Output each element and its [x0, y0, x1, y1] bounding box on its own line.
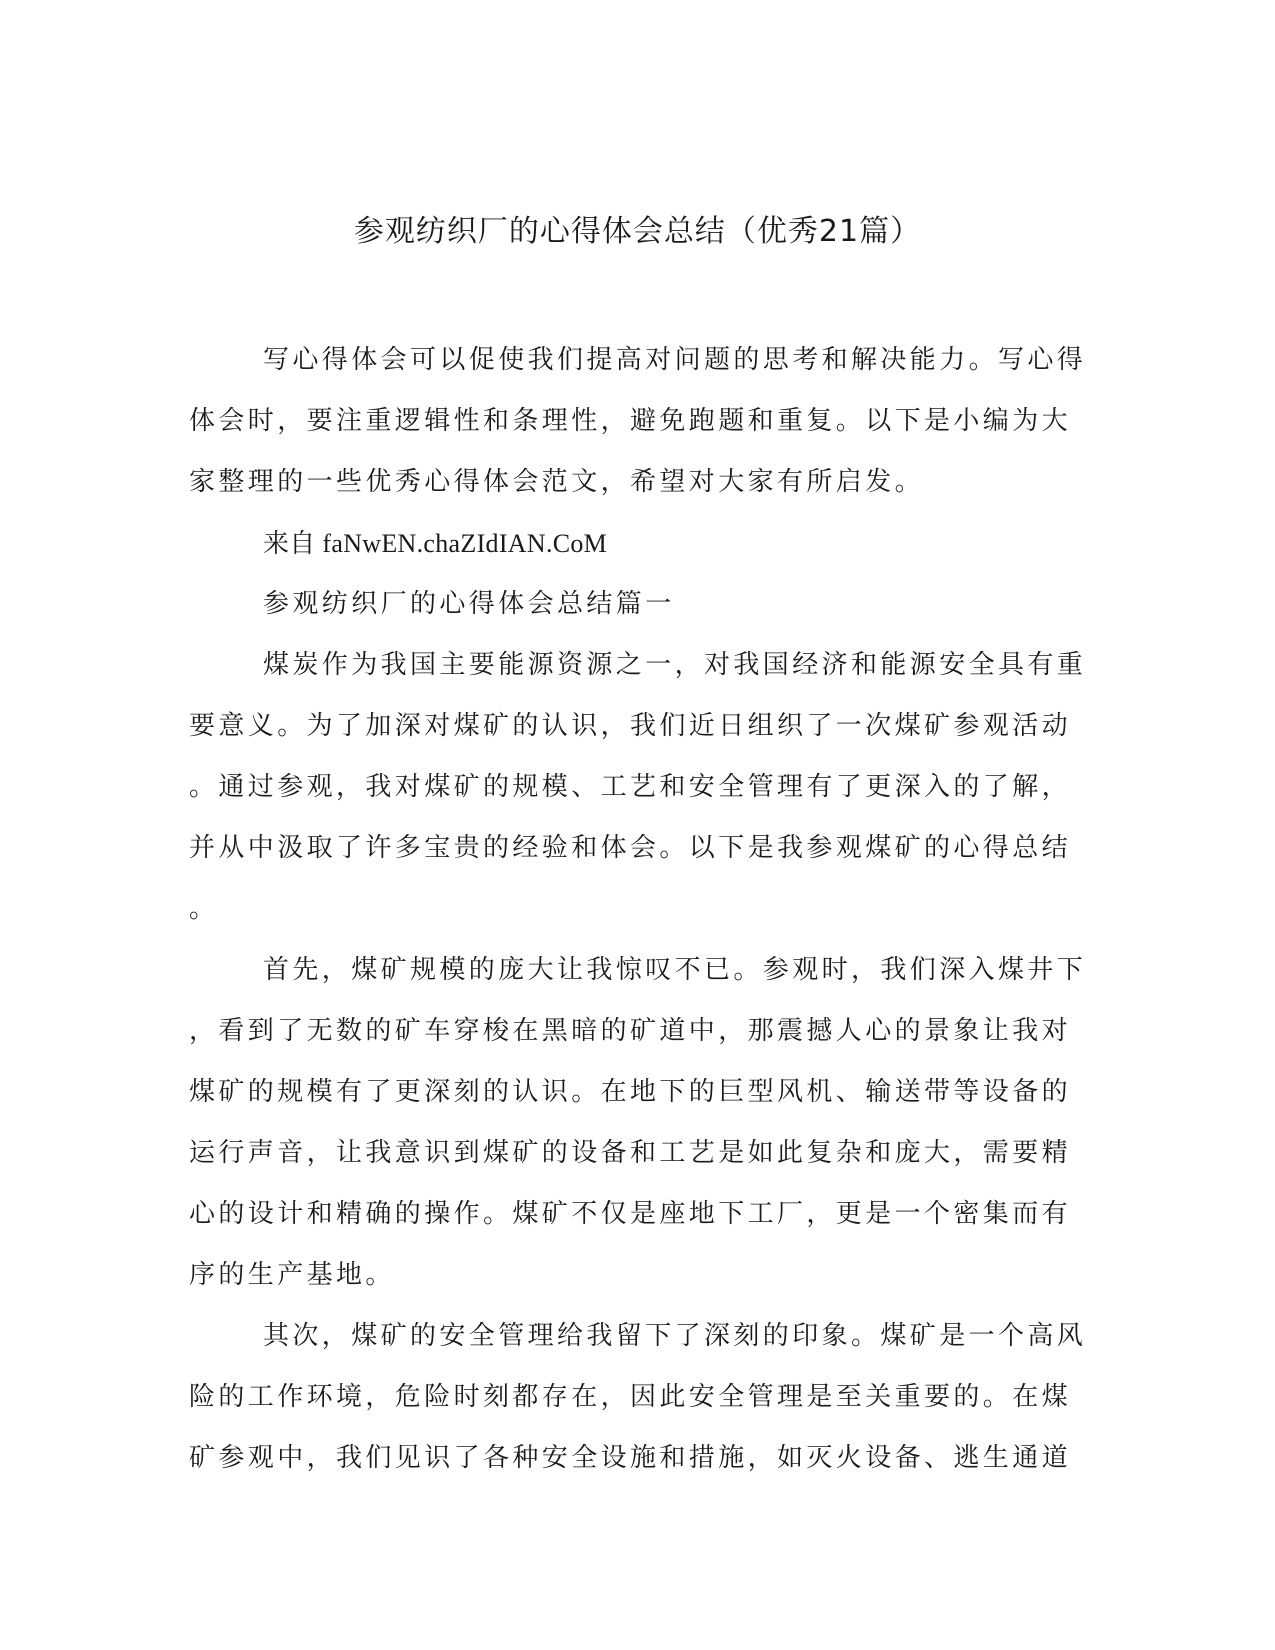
document-title: 参观纺织厂的心得体会总结（优秀21篇）: [353, 214, 922, 249]
paragraph-line: 心的设计和精确的操作。煤矿不仅是座地下工厂，更是一个密集而有: [189, 1199, 1072, 1229]
paragraph-line: 首先，煤矿规模的庞大让我惊叹不已。参观时，我们深入煤井下: [263, 955, 1087, 985]
section-heading: 参观纺织厂的心得体会总结篇一: [263, 589, 675, 619]
paragraph-line: 煤炭作为我国主要能源资源之一，对我国经济和能源安全具有重: [263, 650, 1087, 680]
paragraph-line: 并从中汲取了许多宝贵的经验和体会。以下是我参观煤矿的心得总结: [189, 833, 1072, 863]
paragraph-line: 险的工作环境，危险时刻都存在，因此安全管理是至关重要的。在煤: [189, 1382, 1072, 1412]
paragraph-line: 序的生产基地。: [189, 1260, 395, 1290]
paragraph-line: 其次，煤矿的安全管理给我留下了深刻的印象。煤矿是一个高风: [263, 1321, 1087, 1351]
paragraph-line: 。通过参观，我对煤矿的规模、工艺和安全管理有了更深入的了解，: [189, 772, 1072, 802]
paragraph-line: 运行声音，让我意识到煤矿的设备和工艺是如此复杂和庞大，需要精: [189, 1138, 1072, 1168]
paragraph-line: ，看到了无数的矿车穿梭在黑暗的矿道中，那震撼人心的景象让我对: [189, 1016, 1072, 1046]
paragraph-line: 矿参观中，我们见识了各种安全设施和措施，如灭火设备、逃生通道: [189, 1443, 1072, 1473]
paragraph-line: 写心得体会可以促使我们提高对问题的思考和解决能力。写心得: [263, 345, 1087, 375]
paragraph-line: 煤矿的规模有了更深刻的认识。在地下的巨型风机、输送带等设备的: [189, 1077, 1072, 1107]
paragraph-line: 要意义。为了加深对煤矿的认识，我们近日组织了一次煤矿参观活动: [189, 711, 1072, 741]
document-body: [189, 330, 1089, 1489]
source-line: 来自 faNwEN.chaZIdIAN.CoM: [263, 529, 608, 558]
paragraph-line: 。: [189, 894, 219, 924]
paragraph-line: 体会时，要注重逻辑性和条理性，避免跑题和重复。以下是小编为大: [189, 406, 1072, 436]
paragraph-line: 家整理的一些优秀心得体会范文，希望对大家有所启发。: [189, 467, 925, 497]
